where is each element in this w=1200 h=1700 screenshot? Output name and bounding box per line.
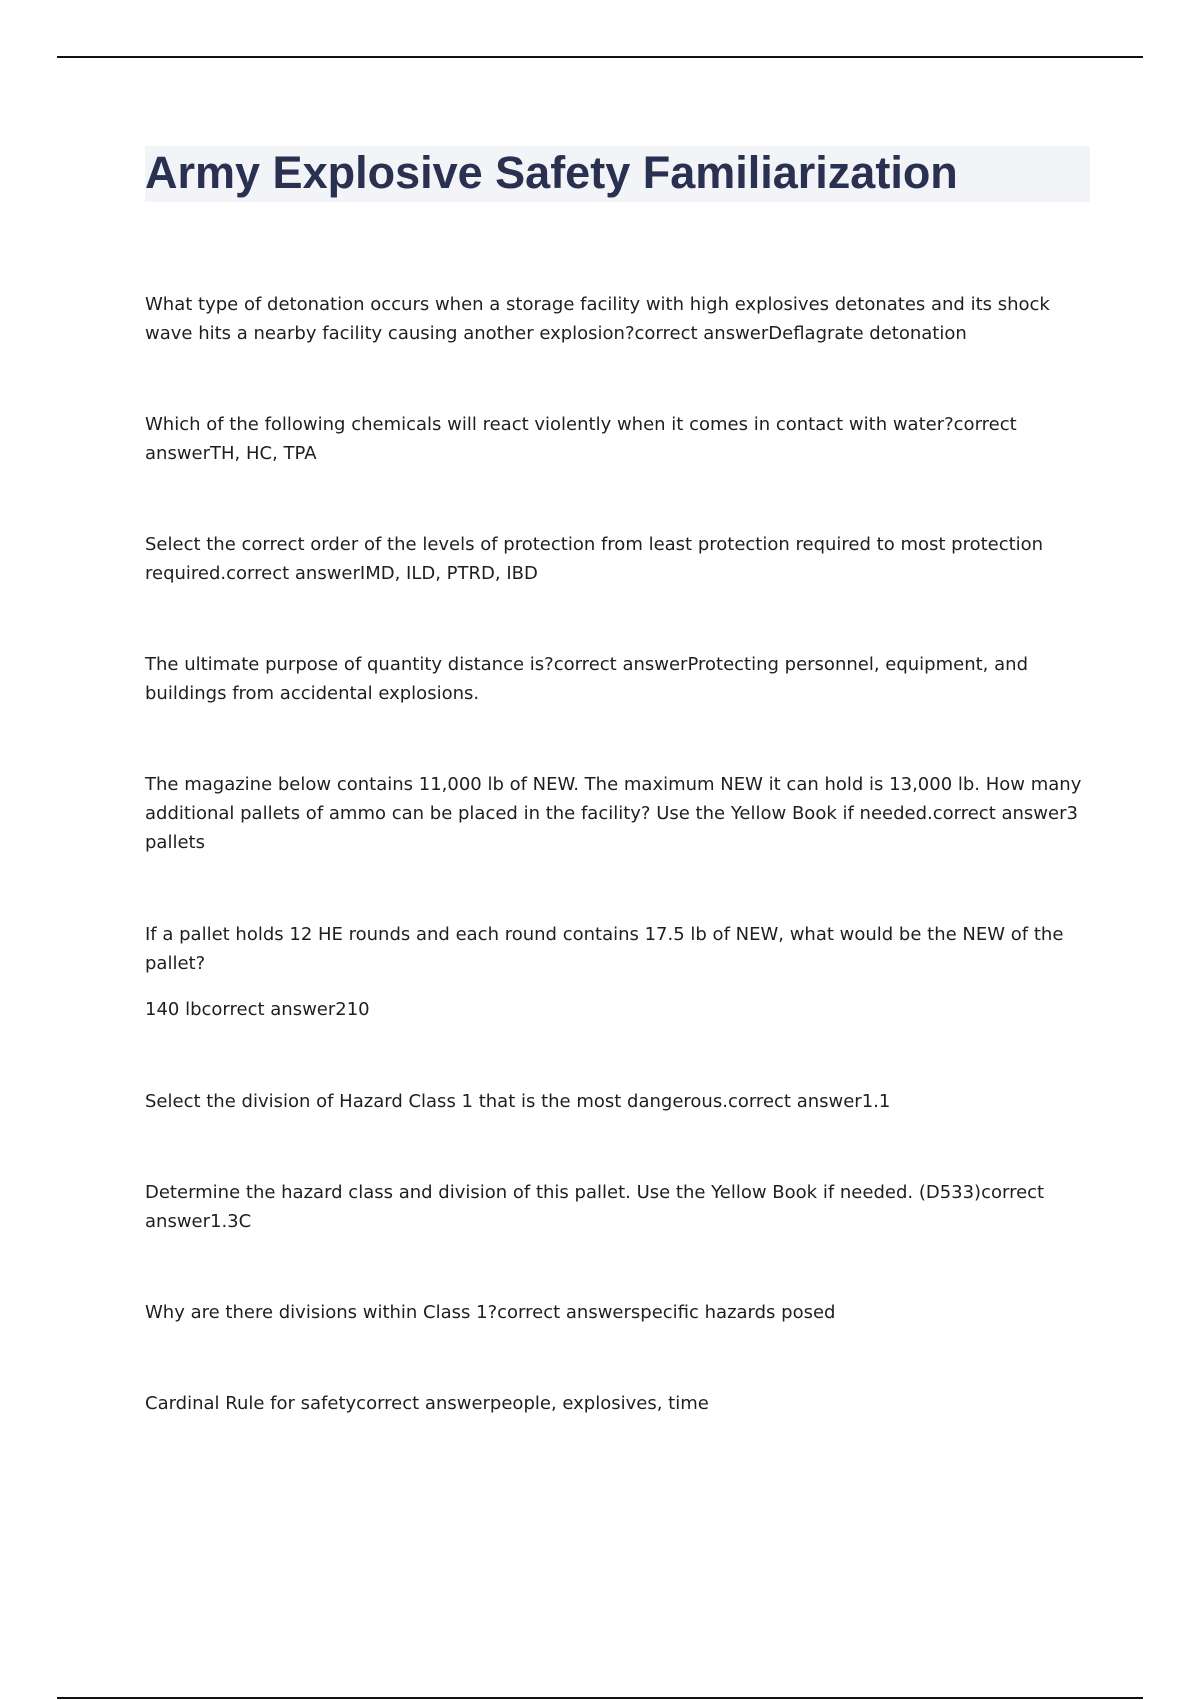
qa-answer-text: 140 lbcorrect answer210 [145, 999, 370, 1020]
qa-item-10 [145, 1389, 1090, 1418]
qa-item-4 [145, 650, 1090, 708]
qa-item-7 [145, 1087, 1090, 1116]
qa-item-9 [145, 1298, 1090, 1327]
qa-text: Determine the hazard class and division of this pallet. Use the Yellow Book if needed. (D533)correct answer1.3C [145, 1182, 1045, 1232]
qa-text: The magazine below contains 11,000 lb of NEW. The maximum NEW it can hold is 13,000 lb. How many additional pallets of ammo can be placed in the facility? Use the Yellow Book if needed.correct answer3 pallets [145, 774, 1082, 853]
qa-text: If a pallet holds 12 HE rounds and each round contains 17.5 lb of NEW, what would be the NEW of the pallet? [145, 924, 1064, 974]
qa-text: Which of the following chemicals will react violently when it comes in contact with water?correct answerTH, HC, TPA [145, 414, 1017, 464]
qa-item-1 [145, 290, 1090, 348]
qa-item-8 [145, 1178, 1090, 1236]
qa-text: Why are there divisions within Class 1?correct answerspecific hazards posed [145, 1302, 836, 1323]
qa-text: Select the correct order of the levels of protection from least protection required to most protection required.correct answerIMD, ILD, PTRD, IBD [145, 534, 1044, 584]
qa-item-5 [145, 770, 1090, 857]
document-title: Army Explosive Safety Familiarization [145, 147, 958, 198]
bottom-rule [57, 1697, 1143, 1699]
qa-text: What type of detonation occurs when a storage facility with high explosives detonates and its shock wave hits a nearby facility causing another explosion?correct answerDeflagrate detonation [145, 294, 1050, 344]
qa-text: The ultimate purpose of quantity distance is?correct answerProtecting personnel, equipment, and buildings from accidental explosions. [145, 654, 1028, 704]
qa-item-6 [145, 920, 1090, 1024]
qa-item-2 [145, 410, 1090, 468]
qa-text: Select the division of Hazard Class 1 that is the most dangerous.correct answer1.1 [145, 1091, 891, 1112]
qa-item-3 [145, 530, 1090, 588]
top-rule [57, 56, 1143, 58]
qa-text: Cardinal Rule for safetycorrect answerpeople, explosives, time [145, 1393, 709, 1414]
